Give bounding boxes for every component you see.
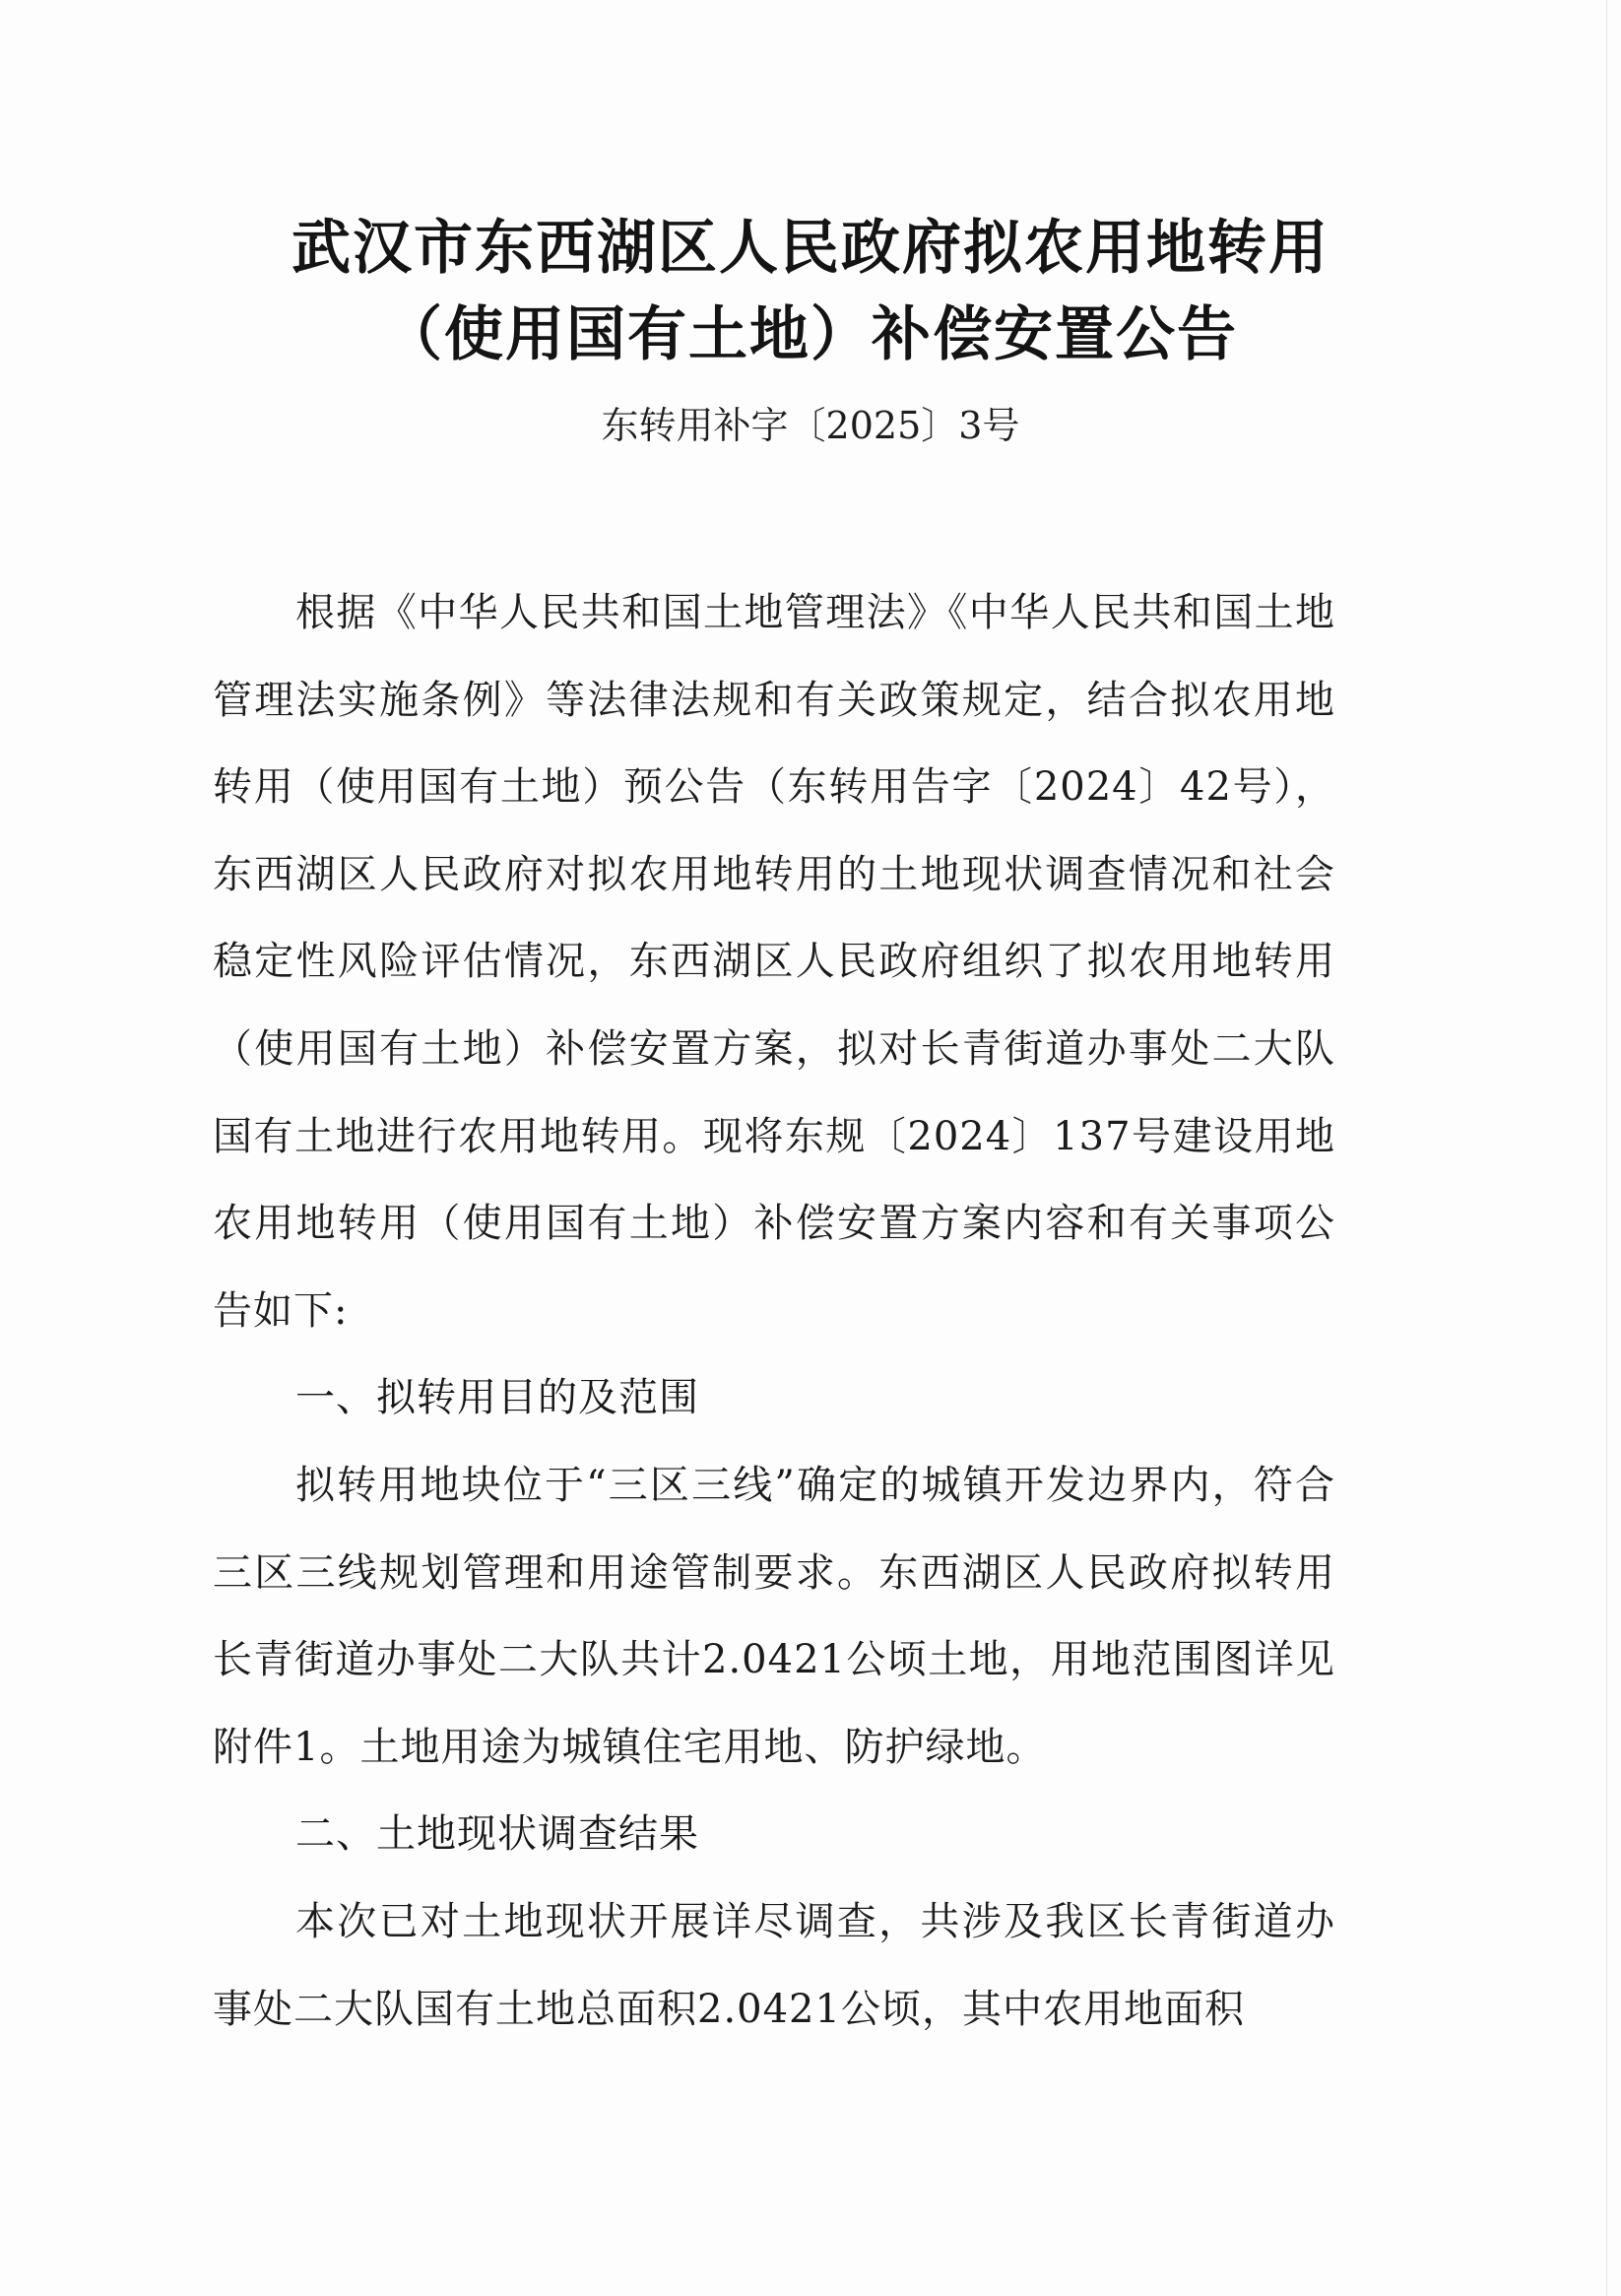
section-paragraph-2: 本次已对土地现状开展详尽调查，共涉及我区长青街道办事处二大队国有土地总面积2.0421公顷，其中农用地面积 — [213, 1898, 1335, 2032]
section-paragraph-1: 拟转用地块位于“三区三线”确定的城镇开发边界内，符合三区三线规划管理和用途管制要求。东西湖区人民政府拟转用长青街道办事处二大队共计2.0421公顷土地，用地范围图详见附件1。土地用途为城镇住宅用地、防护绿地。 — [213, 1462, 1335, 1770]
intro-paragraph: 根据《中华人民共和国土地管理法》《中华人民共和国土地管理法实施条例》等法律法规和有关政策规定，结合拟农用地转用（使用国有土地）预公告（东转用告字〔2024〕42号），东西湖区人民政府对拟农用地转用的土地现状调查情况和社会稳定性风险评估情况，东西湖区人民政府组织了拟农用地转用（使用国有土地）补偿安置方案，拟对长青街道办事处二大队国有土地进行农用地转用。现将东规〔2024〕137号建设用地农用地转用（使用国有土地）补偿安置方案内容和有关事项公告如下: — [213, 590, 1335, 1334]
document-title — [0, 205, 1621, 378]
section-heading-1: 一、拟转用目的及范围 — [295, 1375, 699, 1421]
section-heading-2: 二、土地现状调查结果 — [295, 1811, 699, 1858]
title-line-2: （使用国有土地）补偿安置公告 — [383, 300, 1238, 369]
title-line-1: 武汉市东西湖区人民政府拟农用地转用 — [292, 214, 1329, 283]
document-number: 东转用补字〔2025〕3号 — [601, 404, 1020, 447]
document-body — [213, 569, 1335, 2053]
